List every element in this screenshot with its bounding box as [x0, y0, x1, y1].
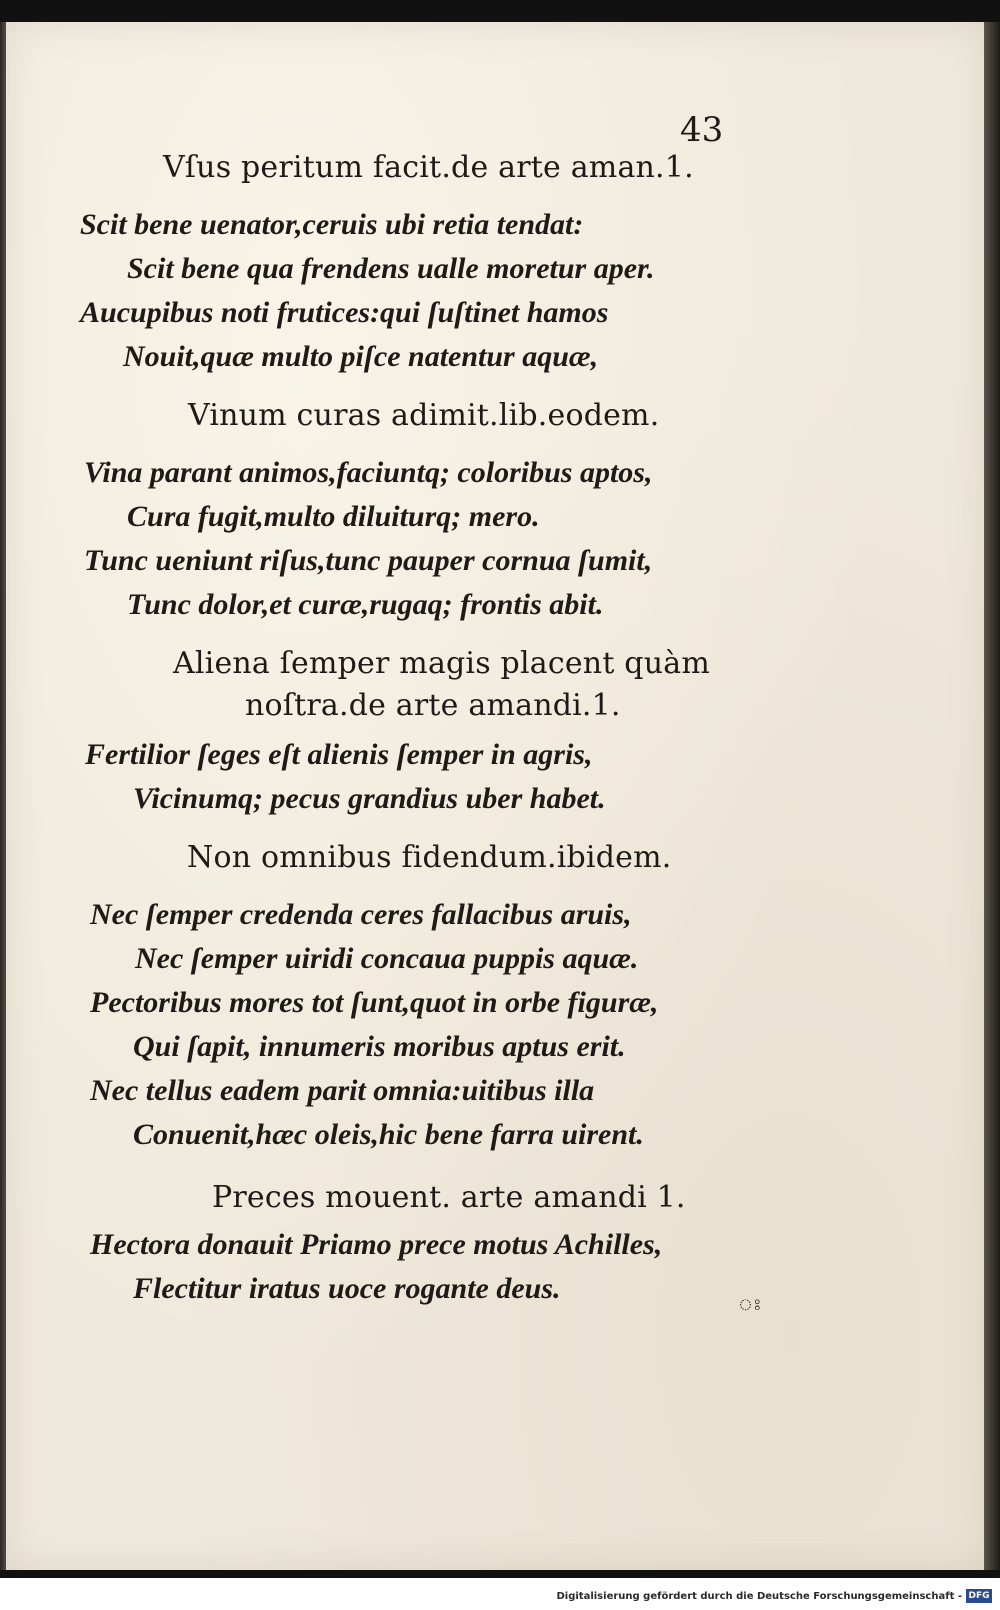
verse-line: Scit bene qua frendens ualle moretur aper.: [127, 252, 655, 285]
verse-line: Nouit,quæ multo piſce natentur aquæ,: [123, 340, 599, 373]
section-heading: Non omnibus fidendum.ibidem.: [187, 840, 672, 875]
verse-line: Conuenit,hæc oleis,hic bene farra uirent.: [133, 1118, 644, 1151]
section-heading: Vinum curas adimit.lib.eodem.: [188, 398, 660, 433]
verse-line: Vina parant animos,faciuntq; coloribus aptos,: [84, 456, 653, 489]
verse-line: Qui ſapit, innumeris moribus aptus erit.: [133, 1030, 626, 1063]
verse-line: Nec ſemper uiridi concaua puppis aquæ.: [135, 942, 639, 975]
verse-line: Tunc ueniunt riſus,tunc pauper cornua ſumit,: [84, 544, 653, 577]
verse-line: Pectoribus mores tot ſunt,quot in orbe figuræ,: [90, 986, 659, 1019]
verse-line: Tunc dolor,et curæ,rugaq; frontis abit.: [127, 588, 604, 621]
dfg-logo-icon: DFG: [966, 1589, 992, 1603]
verse-line: Cura fugit,multo diluiturq; mero.: [127, 500, 540, 533]
section-heading: noſtra.de arte amandi.1.: [245, 688, 621, 723]
book-right-edge: [984, 22, 1000, 1570]
footer-credit-text: Digitalisierung gefördert durch die Deutsche Forschungsgemeinschaft -: [556, 1591, 962, 1602]
verse-line: Fertilior ſeges eſt alienis ſemper in agris,: [85, 738, 593, 771]
verse-line: Flectitur iratus uoce rogante deus.: [133, 1272, 561, 1305]
printer-mark: ঃ: [738, 1295, 762, 1314]
section-heading: Aliena ſemper magis placent quàm: [173, 646, 710, 681]
verse-line: Scit bene uenator,ceruis ubi retia tendat:: [80, 208, 584, 241]
verse-line: Aucupibus noti frutices:qui ſuſtinet hamos: [80, 296, 609, 329]
section-heading: Vſus peritum facit.de arte aman.1.: [163, 150, 694, 185]
verse-line: Hectora donauit Priamo prece motus Achilles,: [90, 1228, 663, 1261]
verse-line: Nec tellus eadem parit omnia:uitibus illa: [90, 1074, 595, 1107]
page-number: 43: [680, 110, 724, 150]
section-heading: Preces mouent. arte amandi 1.: [212, 1180, 686, 1215]
verse-line: Nec ſemper credenda ceres fallacibus aruis,: [90, 898, 632, 931]
verse-line: Vicinumq; pecus grandius uber habet.: [133, 782, 606, 815]
